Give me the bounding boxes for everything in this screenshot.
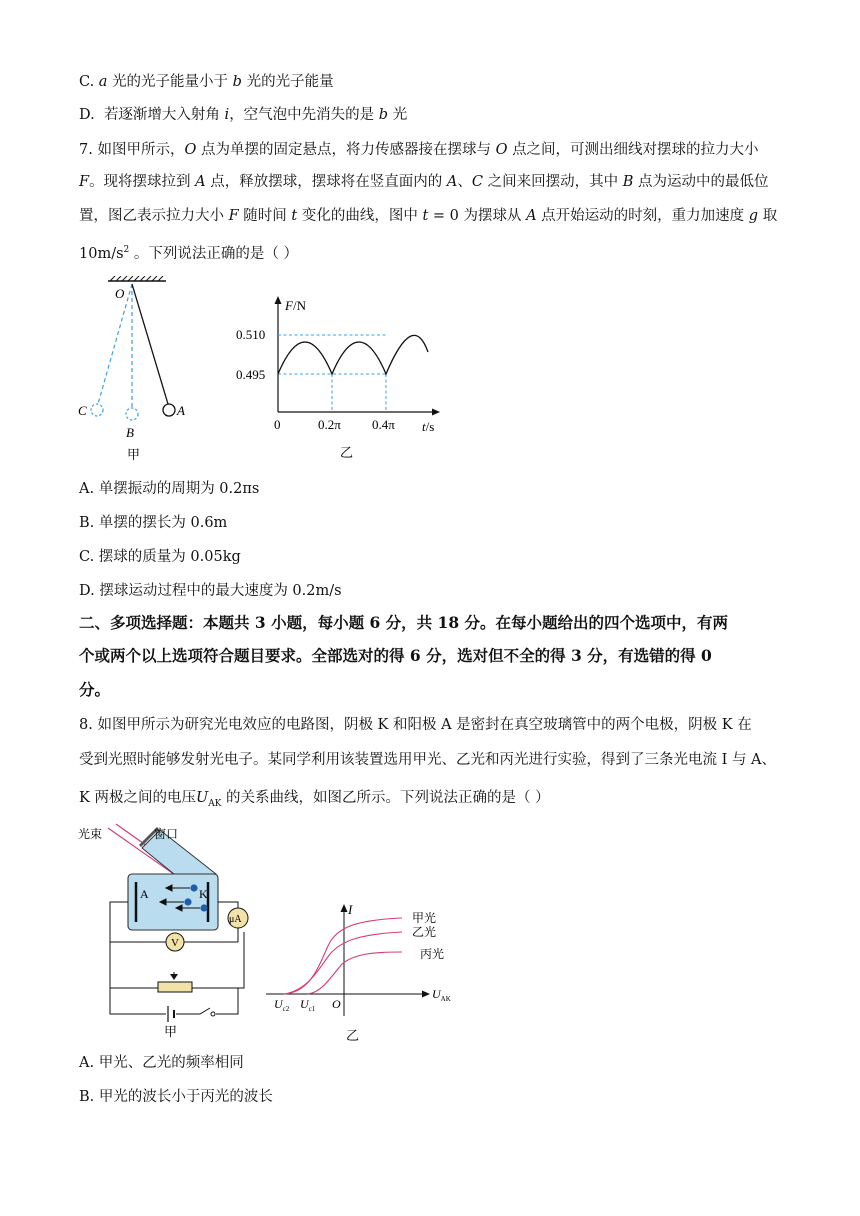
iu-y-arrow xyxy=(341,904,348,912)
q8-stem-line2: 受到光照时能够发射光电子。某同学利用该装置选用甲光、乙光和丙光进行实验，得到了三条光电流 I 与 A、 xyxy=(79,752,777,768)
q8-figure-circuit xyxy=(76,822,266,1040)
q8-option-a: A. 甲光、乙光的频率相同 xyxy=(79,1055,244,1071)
label-yi-light: 乙光 xyxy=(412,925,437,939)
caption-yi-q8: 乙 xyxy=(346,1028,360,1043)
y-tick-0510: 0.510 xyxy=(236,327,266,342)
y-arrow xyxy=(275,296,282,304)
string-to-a xyxy=(132,284,168,404)
curve-jia xyxy=(284,918,402,994)
q8-figure-iu-graph xyxy=(262,898,462,1044)
caption-jia: 甲 xyxy=(127,447,141,462)
x-tick-02pi: 0.2π xyxy=(318,417,341,432)
label-uc1: $U_{c1}$ xyxy=(300,997,316,1013)
label-c: C xyxy=(78,403,87,418)
force-curve xyxy=(278,335,428,374)
q7-option-c: C. 摆球的质量为 0.05kg xyxy=(79,549,241,565)
caption-yi: 乙 xyxy=(340,445,354,460)
y-label-f: F/N xyxy=(285,298,306,313)
label-i: I xyxy=(348,902,353,917)
label-uak: $U_{AK}$ xyxy=(432,987,451,1003)
label-ammeter: μA xyxy=(229,914,242,925)
q7-figure-pendulum xyxy=(70,276,210,466)
electron-1 xyxy=(190,884,197,891)
label-o: O xyxy=(115,286,125,301)
electron-3 xyxy=(200,904,207,911)
x-tick-04pi: 0.4π xyxy=(372,417,395,432)
y-tick-0495: 0.495 xyxy=(236,367,266,382)
label-anode: A xyxy=(140,887,149,901)
q7-option-d: D. 摆球运动过程中的最大速度为 0.2m/s xyxy=(79,583,342,599)
q8-stem-line3: K 两极之间的电压$U_{AK}$ 的关系曲线，如图乙所示。下列说法正确的是（ ） xyxy=(79,790,550,809)
bob-c xyxy=(91,404,103,416)
electron-2 xyxy=(184,898,191,905)
q6-option-c: C. a 光的光子能量小于 b 光的光子能量 xyxy=(79,74,334,90)
q7-figure-force-graph xyxy=(232,290,452,462)
bob-a xyxy=(163,404,175,416)
switch-contact xyxy=(211,1012,215,1016)
q7-stem-line4: $10m/s^2$ 。下列说法正确的是（ ） xyxy=(79,245,298,262)
label-b: B xyxy=(126,425,134,440)
section2-line2: 个或两个以上选项符合题目要求。全部选对的得 6 分，选对但不全的得 3 分，有选错的得 0 xyxy=(79,646,712,665)
caption-jia-q8: 甲 xyxy=(164,1024,178,1039)
rheostat-slider xyxy=(170,974,178,980)
iu-x-arrow xyxy=(422,991,430,998)
x-tick-0: 0 xyxy=(274,417,281,432)
x-label-t: t/s xyxy=(422,419,435,434)
label-cathode: K xyxy=(199,887,208,901)
q7-stem-line1: 7. 如图甲所示，O 点为单摆的固定悬点，将力传感器接在摆球与 O 点之间，可测出细线对摆球的拉力大小 xyxy=(79,142,759,158)
label-uc2: $U_{c2}$ xyxy=(274,997,290,1013)
label-voltmeter: V xyxy=(171,937,179,949)
q7-option-b: B. 单摆的摆长为 0.6m xyxy=(79,515,228,531)
label-a: A xyxy=(177,403,185,418)
label-origin: O xyxy=(332,997,341,1011)
label-jia-light: 甲光 xyxy=(412,911,437,925)
rheostat xyxy=(158,982,192,992)
section2-line1: 二、多项选择题：本题共 3 小题，每小题 6 分，共 18 分。在每小题给出的四个选项中，有两 xyxy=(79,613,729,632)
label-beam: 光束 xyxy=(78,827,103,841)
q6-option-d: D. 若逐渐增大入射角 i，空气泡中先消失的是 b 光 xyxy=(79,107,408,123)
label-window: 窗口 xyxy=(154,827,179,841)
q7-option-a: A. 单摆振动的周期为 0.2πs xyxy=(79,481,260,497)
bob-b xyxy=(126,408,138,420)
q8-stem-line1: 8. 如图甲所示为研究光电效应的电路图，阴极 K 和阳极 A 是密封在真空玻璃管中的两个电极，阴极 K 在 xyxy=(79,717,752,733)
q7-stem-line3: 置，图乙表示拉力大小 F 随时间 t 变化的曲线，图中 t = 0 为摆球从 A 点开始运动的时刻，重力加速度 g 取 xyxy=(79,208,778,224)
section2-line3: 分。 xyxy=(79,680,111,699)
string-to-c xyxy=(98,284,132,404)
q8-option-b: B. 甲光的波长小于丙光的波长 xyxy=(79,1089,273,1105)
x-arrow xyxy=(432,409,440,416)
q7-stem-line2: F。现将摆球拉到 A 点，释放摆球，摆球将在竖直面内的 A、C 之间来回摆动，其中 B 点为运动中的最低位 xyxy=(79,174,769,190)
label-bing-light: 丙光 xyxy=(420,947,445,961)
